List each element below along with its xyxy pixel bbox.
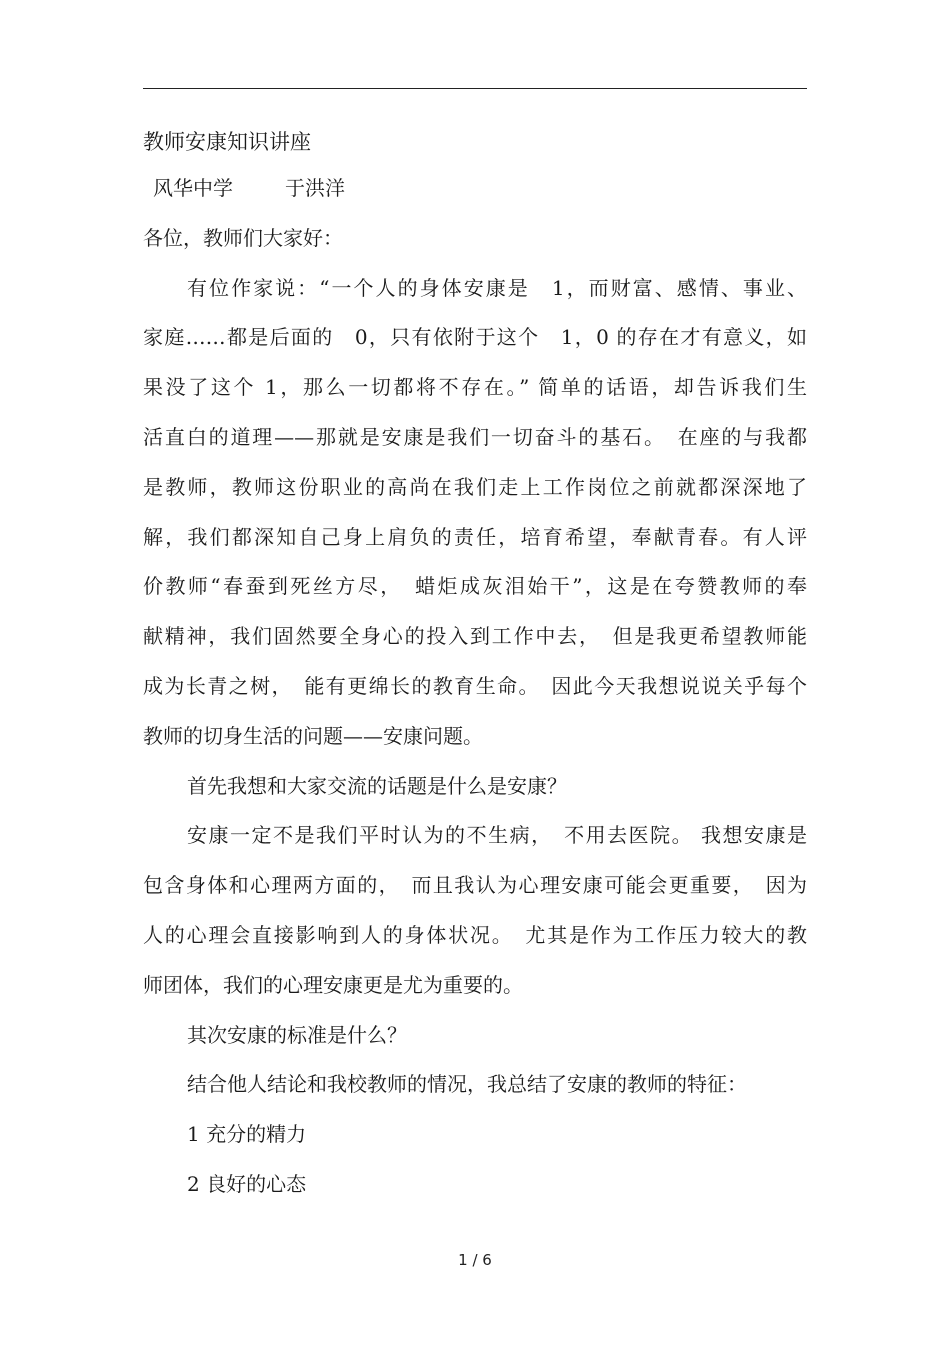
document-body (143, 120, 807, 1210)
characteristics-intro: 结合他人结论和我校教师的情况，我总结了安康的教师的特征： (187, 1072, 747, 1097)
paragraph-line: 解，我们都深知自己身上肩负的责任，培育希望，奉献青春。有人评 (143, 524, 807, 549)
list-item: 2 良好的心态 (187, 1171, 307, 1196)
paragraph-line: 献精神，我们固然要全身心的投入到工作中去， 但是我更希望教师能 (143, 624, 807, 649)
page-number: 1 / 6 (458, 1251, 492, 1269)
paragraph-line: 家庭……都是后面的 0，只有依附于这个 1，0 的存在才有意义，如 (143, 325, 807, 350)
document-title: 教师安康知识讲座 (143, 130, 311, 154)
school-name: 风华中学 (153, 176, 233, 200)
paragraph-2 (143, 811, 807, 1010)
paragraph-line: 是教师，教师这份职业的高尚在我们走上工作岗位之前就都深深地了 (143, 474, 807, 499)
section-question-2: 其次安康的标准是什么？ (187, 1022, 407, 1047)
author-line (143, 164, 807, 214)
paragraph-line: 包含身体和心理两方面的， 而且我认为心理安康可能会更重要， 因为 (143, 873, 807, 898)
author-name: 于洪洋 (285, 176, 345, 200)
paragraph-line: 活直白的道理——那就是安康是我们一切奋斗的基石。 在座的与我都 (143, 424, 807, 449)
greeting: 各位，教师们大家好： (143, 225, 343, 250)
paragraph-line: 有位作家说：“一个人的身体安康是 1，而财富、感情、事业、 (187, 275, 807, 300)
paragraph-line: 人的心理会直接影响到人的身体状况。 尤其是作为工作压力较大的教 (143, 922, 807, 947)
paragraph-line: 教师的切身生活的问题——安康问题。 (143, 723, 483, 748)
list-item: 1 充分的精力 (187, 1122, 307, 1147)
paragraph-line: 安康一定不是我们平时认为的不生病， 不用去医院。 我想安康是 (187, 823, 807, 848)
paragraph-line: 成为长青之树， 能有更绵长的教育生命。 因此今天我想说说关乎每个 (143, 673, 807, 698)
paragraph-line: 果没了这个 1，那么一切都将不存在。” 简单的话语，却告诉我们生 (143, 375, 807, 400)
section-question-1: 首先我想和大家交流的话题是什么是安康？ (187, 773, 567, 798)
header-rule (143, 88, 807, 89)
paragraph-1 (143, 264, 807, 762)
paragraph-line: 师团体，我们的心理安康更是尤为重要的。 (143, 972, 523, 997)
paragraph-line: 价教师“春蚕到死丝方尽， 蜡炬成灰泪始干”，这是在夸赞教师的奉 (143, 574, 807, 599)
